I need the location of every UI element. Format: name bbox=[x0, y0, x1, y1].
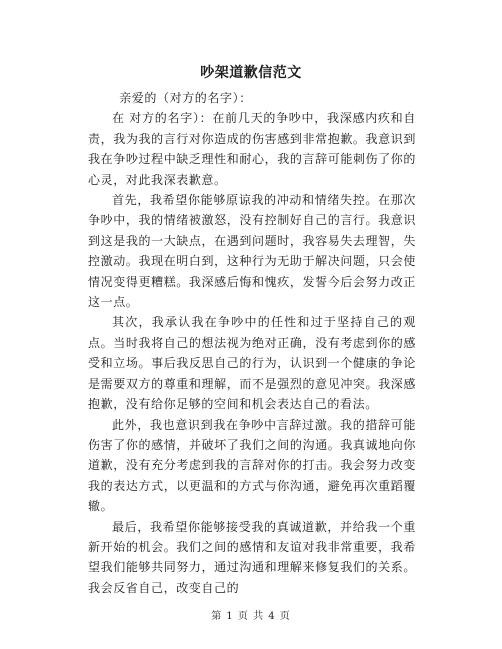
paragraph-1: 在 对方的名字）：在前几天的争吵中，我深感内疚和自责，我为我的言行对你造成的伤害感到非常抱歉。我意识到我在争吵过程中缺乏理性和耐心，我的言辞可能刺伤了你的心灵，对此我深表歉意。 bbox=[88, 111, 416, 187]
paragraph-2: 首先，我希望你能够原谅我的冲动和情绪失控。在那次争吵中，我的情绪被激怒，没有控制好自己的言行。我意识到这是我的一大缺点，在遇到问题时，我容易失去理智，失控激动。我现在明白到，这种行为无助于解决问题，只会使情况变得更糟糕。我深感后悔和愧疚，发誓今后会努力改正这一点。 bbox=[88, 193, 416, 310]
greeting-line: 亲爱的（对方的名字）： bbox=[119, 91, 252, 105]
document-body bbox=[88, 88, 416, 598]
paragraph-5: 最后，我希望你能够接受我的真诚道歉，并给我一个重新开始的机会。我们之间的感情和友谊对我非常重要，我希望我们能够共同努力，通过沟通和理解来修复我们的关系。我会反省自己，改变自己的 bbox=[88, 519, 416, 595]
document-title: 吵架道歉信范文 bbox=[200, 65, 302, 81]
paragraph-3: 其次，我承认我在争吵中的任性和过于坚持自己的观点。当时我将自己的想法视为绝对正确，没有考虑到你的感受和立场。事后我反思自己的行为，认识到一个健康的争论是需要双方的尊重和理解，而不是强烈的意见冲突。我深感抱歉，没有给你足够的空间和机会表达自己的看法。 bbox=[88, 315, 416, 412]
page-number-footer: 第 1 页 共 4 页 bbox=[211, 611, 291, 622]
paragraph-4: 此外，我也意识到我在争吵中言辞过激。我的措辞可能伤害了你的感情，并破坏了我们之间的沟通。我真诚地向你道歉，没有充分考虑到我的言辞对你的打击。我会努力改变我的表达方式，以更温和的方式与你沟通，避免再次重蹈覆辙。 bbox=[88, 417, 416, 514]
